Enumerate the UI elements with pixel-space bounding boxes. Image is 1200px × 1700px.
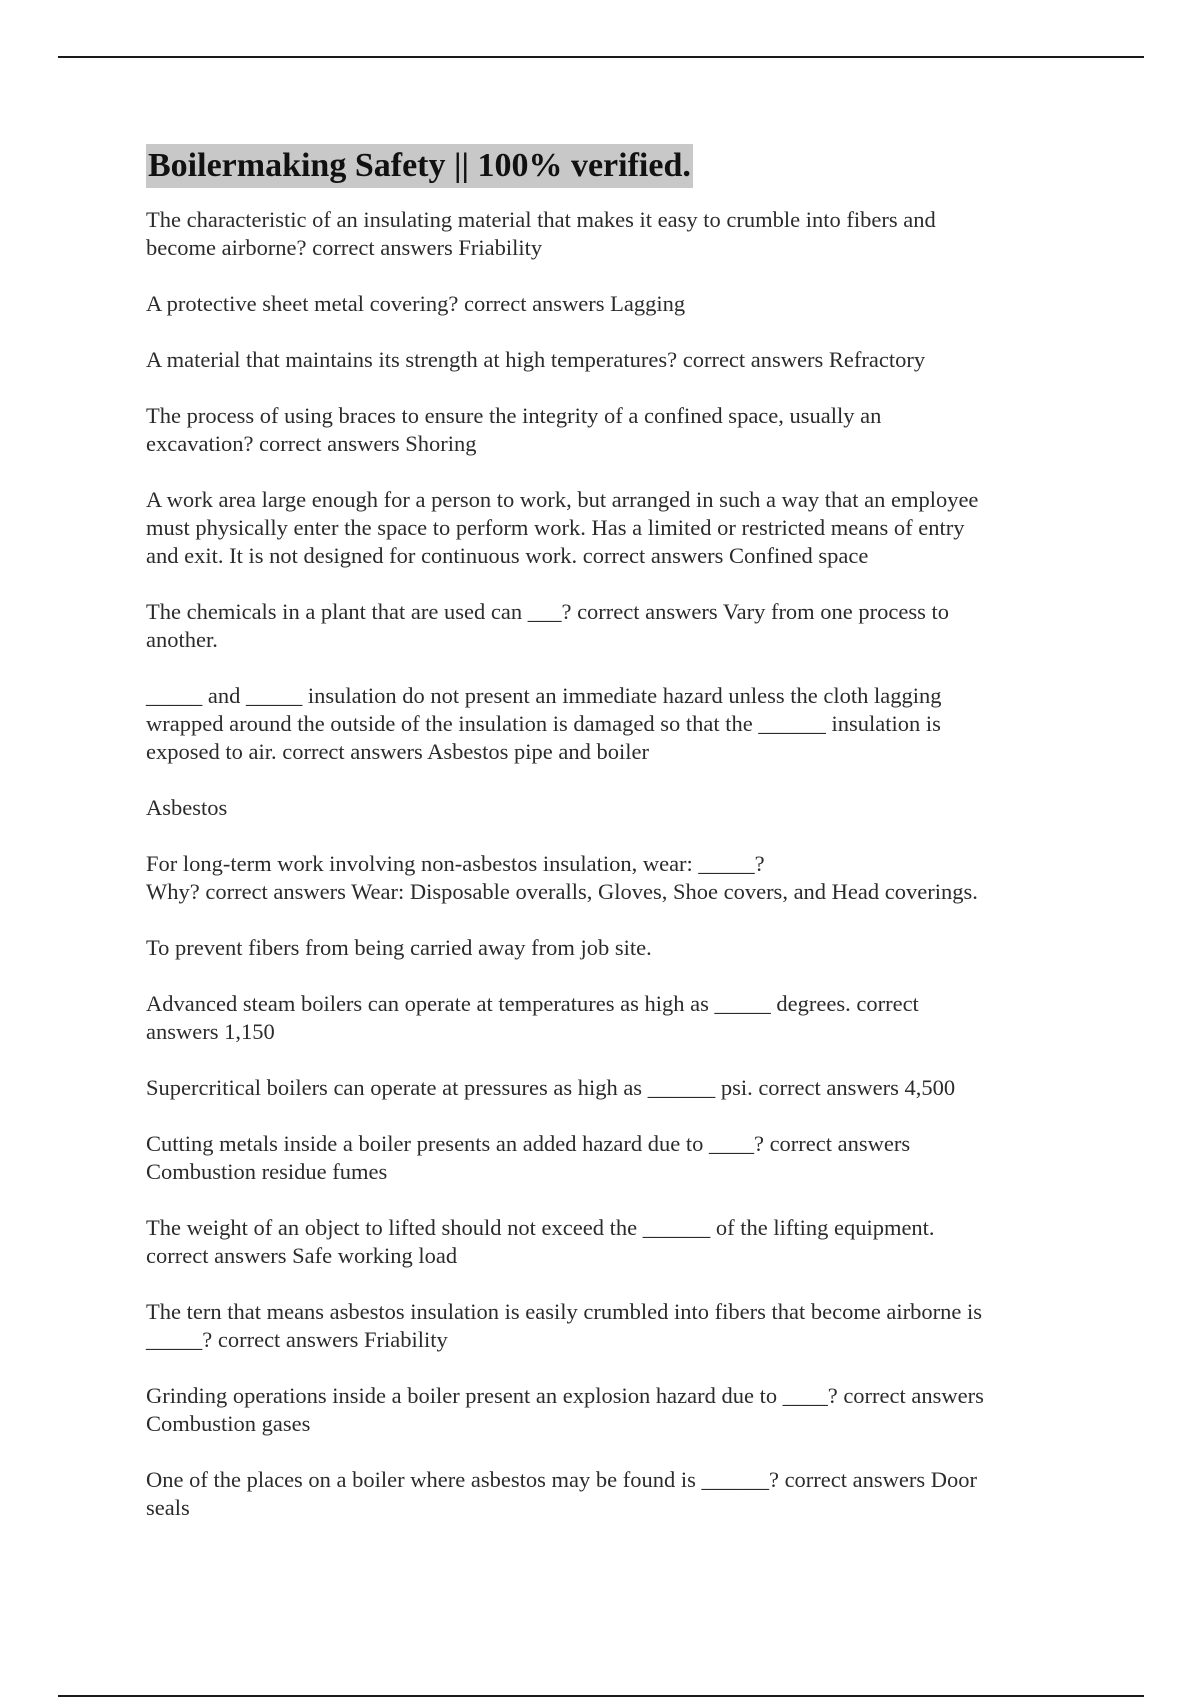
page-top-rule [58, 56, 1144, 58]
qa-list [146, 206, 1066, 1522]
qa-paragraph: A protective sheet metal covering? correct answers Lagging [146, 291, 686, 316]
qa-paragraph: A material that maintains its strength at high temperatures? correct answers Refractory [146, 347, 926, 372]
qa-paragraph: Asbestos [146, 795, 228, 820]
qa-paragraph: One of the places on a boiler where asbestos may be found is ______? correct answers Door seals [146, 1467, 977, 1520]
qa-paragraph: A work area large enough for a person to work, but arranged in such a way that an employee must physically enter the space to perform work. Has a limited or restricted means of entry and exit. It is not designed for continuous work. correct answers Confined space [146, 487, 979, 568]
qa-paragraph: The characteristic of an insulating material that makes it easy to crumble into fibers and become airborne? correct answers Friability [146, 207, 936, 260]
document-title: Boilermaking Safety || 100% verified. [146, 144, 693, 188]
qa-paragraph: The weight of an object to lifted should not exceed the ______ of the lifting equipment. correct answers Safe working load [146, 1215, 935, 1268]
qa-paragraph: _____ and _____ insulation do not present an immediate hazard unless the cloth lagging wrapped around the outside of the insulation is damaged so that the ______ insulation is exposed to air. correct answers Asbestos pipe and boiler [146, 683, 942, 764]
qa-paragraph: Advanced steam boilers can operate at temperatures as high as _____ degrees. correct answers 1,150 [146, 991, 919, 1044]
page-bottom-rule [58, 1695, 1144, 1697]
qa-paragraph: To prevent fibers from being carried away from job site. [146, 935, 652, 960]
qa-paragraph: The process of using braces to ensure the integrity of a confined space, usually an excavation? correct answers Shoring [146, 403, 882, 456]
qa-paragraph: The tern that means asbestos insulation is easily crumbled into fibers that become airborne is _____? correct answers Friability [146, 1299, 983, 1352]
qa-paragraph: Grinding operations inside a boiler present an explosion hazard due to ____? correct answers Combustion gases [146, 1383, 984, 1436]
qa-paragraph: Supercritical boilers can operate at pressures as high as ______ psi. correct answers 4,500 [146, 1075, 956, 1100]
qa-paragraph: Cutting metals inside a boiler presents an added hazard due to ____? correct answers Combustion residue fumes [146, 1131, 911, 1184]
qa-paragraph: The chemicals in a plant that are used can ___? correct answers Vary from one process to another. [146, 599, 950, 652]
document-body [146, 144, 1066, 1550]
qa-paragraph: For long-term work involving non-asbestos insulation, wear: _____? Why? correct answers Wear: Disposable overalls, Gloves, Shoe covers, and Head coverings. [146, 851, 978, 904]
